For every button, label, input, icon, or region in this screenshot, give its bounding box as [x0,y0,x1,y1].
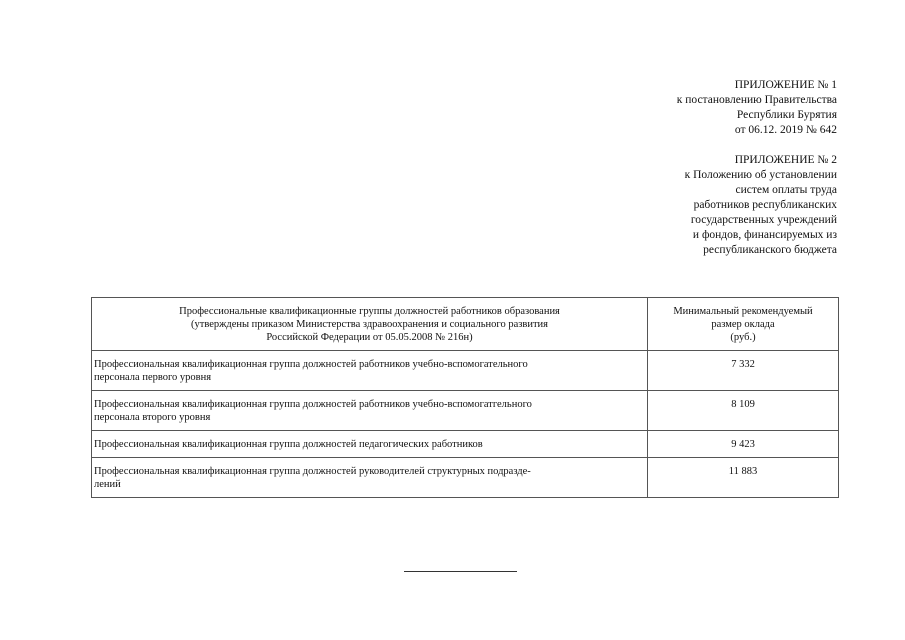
header-line: Российской Федерации от 05.05.2008 № 216н) [266,332,473,343]
appendix-2-line: к Положению об установлении [684,169,837,181]
column-header-salary [648,298,839,351]
appendix-1-title: ПРИЛОЖЕНИЕ № 1 [734,79,837,91]
appendix-2-line: и фондов, финансируемых из [692,229,837,241]
appendix-2-line: государственных учреждений [690,214,837,226]
appendix-1-line: Республики Бурятия [736,109,837,121]
table-row [92,351,839,391]
header-line: Профессиональные квалификационные группы должностей работников образования [179,306,560,317]
table-header-row [92,298,839,351]
group-name-cell [92,431,648,458]
appendix-1-line: к постановлению Правительства [676,94,837,106]
group-name-line: Профессиональная квалификационная группа должностей педагогических работников [94,439,483,450]
appendix-2-title: ПРИЛОЖЕНИЕ № 2 [734,154,837,166]
table-row [92,431,839,458]
salary-cell: 7 332 [648,351,839,391]
salary-cell: 11 883 [648,458,839,498]
table-row [92,391,839,431]
group-name-line: персонала второго уровня [94,412,211,423]
header-line: (руб.) [730,332,756,343]
salary-cell: 9 423 [648,431,839,458]
appendix-2-line: систем оплаты труда [735,184,837,196]
column-header-groups [92,298,648,351]
appendix-2-line: работников республиканских [693,199,837,211]
appendix-2-block [537,153,837,258]
footer-divider [404,571,517,572]
group-name-line: Профессиональная квалификационная группа должностей руководителей структурных подразде- [94,466,531,477]
group-name-cell [92,458,648,498]
header-line: размер оклада [711,319,775,330]
salary-cell: 8 109 [648,391,839,431]
group-name-line: Профессиональная квалификационная группа должностей работников учебно-вспомогатгельного [94,399,532,410]
appendix-1-date: от 06.12. 2019 № 642 [734,124,837,136]
table-row [92,458,839,498]
group-name-line: лений [94,479,121,490]
header-line: Минимальный рекомендуемый [673,306,813,317]
appendix-2-line: республиканского бюджета [703,244,837,256]
group-name-cell [92,351,648,391]
salary-table [91,297,839,498]
group-name-line: Профессиональная квалификационная группа должностей работников учебно-вспомогательного [94,359,528,370]
header-line: (утверждены приказом Министерства здравоохранения и социального развития [190,319,548,330]
group-name-line: персонала первого уровня [94,372,212,383]
group-name-cell [92,391,648,431]
appendix-1-block [537,78,837,138]
